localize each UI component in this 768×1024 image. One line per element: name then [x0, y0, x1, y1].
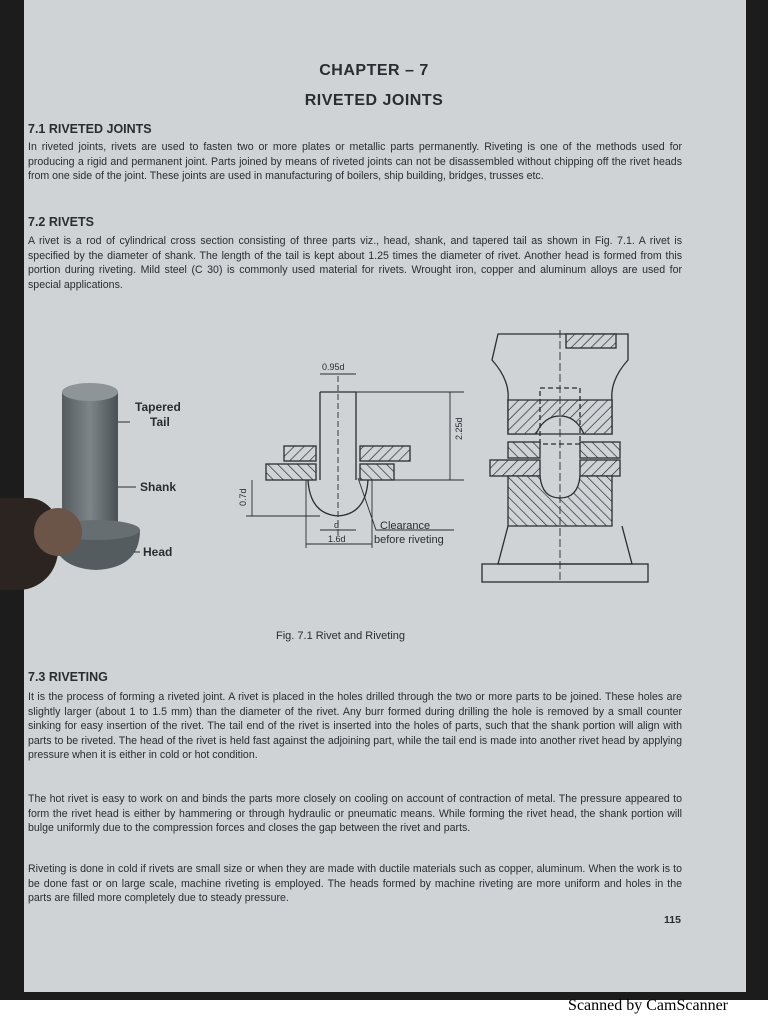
paragraph-7-3-b: The hot rivet is easy to work on and binds the parts more closely on cooling on account of contraction of metal. The pressure appeared to form the rivet head is either by hammering or through hydraulic or pneumatic means. While forming the rivet head, the shank portion will bulge uniformly due to the compression forces and closes the gap between the rivet and parts.: [28, 793, 682, 835]
dim-07d: 0.7d: [238, 488, 248, 506]
chapter-title: RIVETED JOINTS: [304, 92, 444, 109]
label-tapered: Tapered: [135, 400, 181, 414]
book-page: [24, 0, 746, 992]
chapter-label: CHAPTER – 7: [319, 62, 429, 79]
paragraph-7-1: In riveted joints, rivets are used to fasten two or more plates or metallic parts permanently. Riveting is one of the methods used for producing a rigid and permanent joint. Parts joined by means of riveted joints can not be disassembled without chipping off the rivet heads from one side of the joint. These joints are used in manufacturing of boilers, ship building, bridges, trusses etc.: [28, 141, 682, 183]
riveting-die-drawing: [482, 330, 648, 582]
page-number: 115: [664, 914, 681, 926]
rivet-figure: [24, 330, 724, 590]
dim-16d: 1.6d: [328, 534, 346, 544]
dim-d: d: [334, 520, 340, 530]
label-before-riveting: before riveting: [374, 534, 444, 546]
dim-225d: 2.25d: [454, 417, 464, 440]
section-heading-7-1: 7.1 RIVETED JOINTS: [28, 122, 152, 136]
section-heading-7-2: 7.2 RIVETS: [28, 215, 94, 229]
label-clearance: Clearance: [380, 520, 431, 532]
label-tail: Tail: [150, 415, 170, 429]
scanner-footer: Scanned by CamScanner: [568, 997, 728, 1014]
paragraph-7-3-a: It is the process of forming a riveted joint. A rivet is placed in the holes drilled through the two or more parts to be joined. These holes are slightly larger (about 1 to 1.5 mm) than the diameter of the rivet. Any burr formed during drilling the hole is removed by a small counter sinking for easy insertion of the rivet. The tail end of the rivet is inserted into the holes of parts, such that the shank portion will align with parts to be riveted. The head of the rivet is held fast against the adjoining part, while the tail end is made into another rivet head by applying pressure when it is either in cold or hot condition.: [28, 691, 682, 762]
label-head: Head: [143, 545, 173, 559]
section-heading-7-3: 7.3 RIVETING: [28, 670, 108, 684]
paragraph-7-2: A rivet is a rod of cylindrical cross section consisting of three parts viz., head, shank, and tapered tail as shown in Fig. 7.1. A rivet is specified by the diameter of shank. The length of the tail is kept about 1.25 times the diameter of rivet. Another head is formed from this portion during riveting. Mild steel (C 30) is commonly used material for rivets. Wrought iron, copper and aluminum alloys are used for special applications.: [28, 235, 682, 291]
paragraph-7-3-c: Riveting is done in cold if rivets are small size or when they are made with ductile materials such as copper, aluminum. When the work is to be done fast or on large scale, machine riveting is employed. The heads formed by machine riveting are more uniform and holes in the parts are filled more completely due to steady pressure.: [28, 863, 682, 905]
finger-photo: [34, 508, 82, 556]
rivet-section-drawing: [246, 374, 464, 548]
label-shank: Shank: [140, 480, 177, 494]
dim-095d: 0.95d: [322, 362, 345, 372]
figure-caption: Fig. 7.1 Rivet and Riveting: [276, 630, 406, 642]
